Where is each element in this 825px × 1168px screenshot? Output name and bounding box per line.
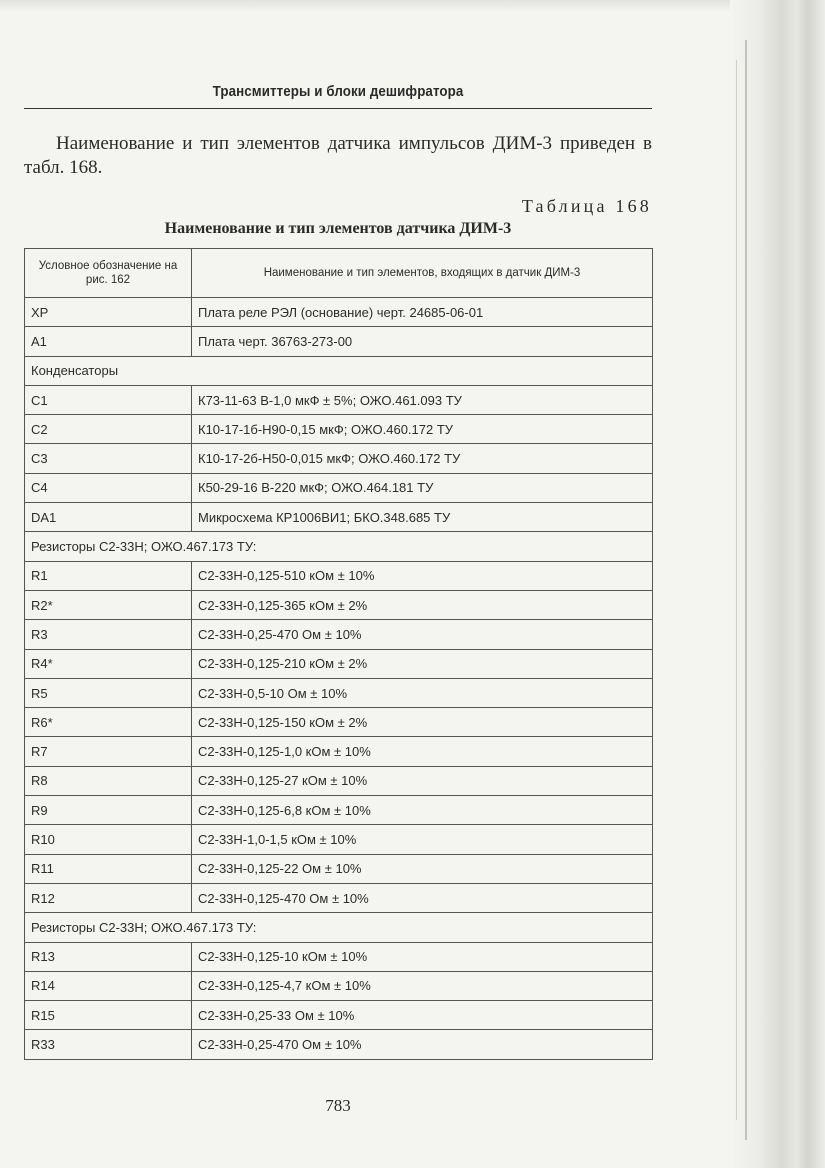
table-row <box>25 415 653 444</box>
designation-cell: R8 <box>25 766 192 795</box>
designation-cell: R10 <box>25 825 192 854</box>
description-cell: С2-33Н-0,125-6,8 кОм ± 10% <box>192 796 653 825</box>
description-cell: С2-33Н-0,25-470 Ом ± 10% <box>192 1030 653 1059</box>
col-header-designation: Условное обозначение на рис. 162 <box>25 249 192 298</box>
designation-cell: R5 <box>25 678 192 707</box>
table-row <box>25 883 653 912</box>
description-cell: К10-17-1б-Н90-0,15 мкФ; ОЖО.460.172 ТУ <box>192 415 653 444</box>
table-number: Таблица 168 <box>521 196 652 216</box>
table-row <box>25 825 653 854</box>
table-row <box>25 854 653 883</box>
table-row <box>25 444 653 473</box>
designation-cell: R11 <box>25 854 192 883</box>
page-number: 783 <box>325 1096 351 1115</box>
description-cell: С2-33Н-0,125-4,7 кОм ± 10% <box>192 971 653 1000</box>
description-cell: С2-33Н-0,125-150 кОм ± 2% <box>192 708 653 737</box>
designation-cell: C4 <box>25 473 192 502</box>
designation-cell: R4* <box>25 649 192 678</box>
description-cell: С2-33Н-0,125-1,0 кОм ± 10% <box>192 737 653 766</box>
table-row <box>25 678 653 707</box>
table-row <box>25 298 653 327</box>
designation-cell: C1 <box>25 385 192 414</box>
table-row <box>25 385 653 414</box>
table-group-row <box>25 532 653 561</box>
table-title: Наименование и тип элементов датчика ДИМ-3 <box>164 220 512 237</box>
description-cell: С2-33Н-0,25-470 Ом ± 10% <box>192 620 653 649</box>
table-row <box>25 649 653 678</box>
description-cell: С2-33Н-0,5-10 Ом ± 10% <box>192 678 653 707</box>
col-header-description: Наименование и тип элементов, входящих в датчик ДИМ-3 <box>192 249 653 298</box>
designation-cell: C2 <box>25 415 192 444</box>
designation-cell: A1 <box>25 327 192 356</box>
designation-cell: R15 <box>25 1001 192 1030</box>
designation-cell: XP <box>25 298 192 327</box>
table-row <box>25 590 653 619</box>
group-label: Резисторы С2-33Н; ОЖО.467.173 ТУ: <box>25 913 653 942</box>
table-row <box>25 620 653 649</box>
description-cell: С2-33Н-0,125-365 кОм ± 2% <box>192 590 653 619</box>
table-row <box>25 796 653 825</box>
table-row <box>25 561 653 590</box>
description-cell: С2-33Н-0,125-510 кОм ± 10% <box>192 561 653 590</box>
designation-cell: R12 <box>25 883 192 912</box>
table-row <box>25 942 653 971</box>
table-header-row <box>25 249 653 298</box>
designation-cell: R33 <box>25 1030 192 1059</box>
designation-cell: DA1 <box>25 503 192 532</box>
components-table <box>24 248 653 1060</box>
description-cell: С2-33Н-0,25-33 Ом ± 10% <box>192 1001 653 1030</box>
description-cell: С2-33Н-0,125-27 кОм ± 10% <box>192 766 653 795</box>
table-row <box>25 737 653 766</box>
table-row <box>25 766 653 795</box>
description-cell: К10-17-2б-Н50-0,015 мкФ; ОЖО.460.172 ТУ <box>192 444 653 473</box>
intro-paragraph: Наименование и тип элементов датчика импульсов ДИМ-3 приведен в табл. 168. <box>24 133 652 178</box>
table-row <box>25 1030 653 1059</box>
description-cell: Микросхема КР1006ВИ1; БКО.348.685 ТУ <box>192 503 653 532</box>
group-label: Резисторы С2-33Н; ОЖО.467.173 ТУ: <box>25 532 653 561</box>
table-row <box>25 708 653 737</box>
description-cell: С2-33Н-0,125-10 кОм ± 10% <box>192 942 653 971</box>
designation-cell: R7 <box>25 737 192 766</box>
designation-cell: R2* <box>25 590 192 619</box>
table-row <box>25 1001 653 1030</box>
designation-cell: R3 <box>25 620 192 649</box>
table-row <box>25 503 653 532</box>
designation-cell: R14 <box>25 971 192 1000</box>
scan-top-shadow <box>0 0 825 12</box>
description-cell: С2-33Н-0,125-470 Ом ± 10% <box>192 883 653 912</box>
description-cell: С2-33Н-0,125-22 Ом ± 10% <box>192 854 653 883</box>
book-spine-shadow <box>730 0 825 1168</box>
table-row <box>25 971 653 1000</box>
table-row <box>25 327 653 356</box>
running-header: Трансмиттеры и блоки дешифратора <box>212 84 464 100</box>
table-group-row <box>25 356 653 385</box>
header-rule <box>24 108 652 109</box>
description-cell: С2-33Н-0,125-210 кОм ± 2% <box>192 649 653 678</box>
description-cell: Плата черт. 36763-273-00 <box>192 327 653 356</box>
designation-cell: R13 <box>25 942 192 971</box>
description-cell: С2-33Н-1,0-1,5 кОм ± 10% <box>192 825 653 854</box>
designation-cell: R1 <box>25 561 192 590</box>
table-row <box>25 473 653 502</box>
designation-cell: C3 <box>25 444 192 473</box>
group-label: Конденсаторы <box>25 356 653 385</box>
description-cell: К73-11-63 В-1,0 мкФ ± 5%; ОЖО.461.093 ТУ <box>192 385 653 414</box>
designation-cell: R9 <box>25 796 192 825</box>
designation-cell: R6* <box>25 708 192 737</box>
description-cell: К50-29-16 В-220 мкФ; ОЖО.464.181 ТУ <box>192 473 653 502</box>
table-group-row <box>25 913 653 942</box>
description-cell: Плата реле РЭЛ (основание) черт. 24685-06-01 <box>192 298 653 327</box>
